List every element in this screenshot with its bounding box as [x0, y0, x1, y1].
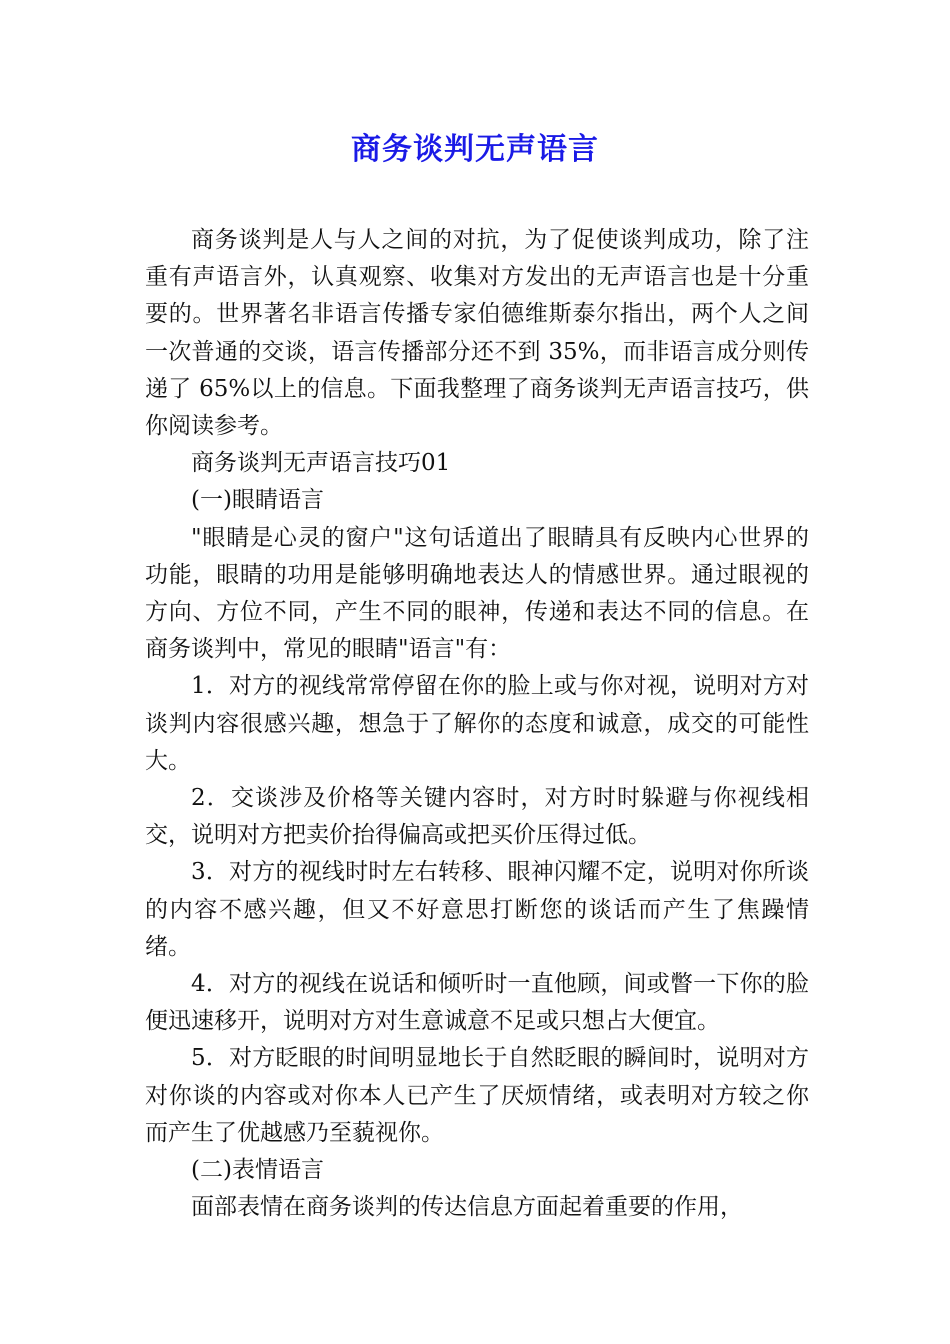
document-title: 商务谈判无声语言	[351, 132, 599, 167]
subheading-facial-expression: (二)表情语言	[191, 1157, 324, 1184]
list-item-4: 4．对方的视线在说话和倾听时一直他顾，间或瞥一下你的脸便迅速移开，说明对方对生意诚意不足或只想占大便宜。	[145, 971, 809, 1035]
section-heading-techniques-01: 商务谈判无声语言技巧01	[191, 450, 451, 477]
list-item-2: 2．交谈涉及价格等关键内容时，对方时时躲避与你视线相交，说明对方把卖价抬得偏高或把买价压得过低。	[145, 785, 809, 849]
paragraph-eye-language: "眼睛是心灵的窗户"这句话道出了眼睛具有反映内心世界的功能，眼睛的功用是能够明确地表达人的情感世界。通过眼视的方向、方位不同，产生不同的眼神，传递和表达不同的信息。在商务谈判中，常见的眼睛"语言"有：	[145, 524, 809, 663]
list-item-1: 1．对方的视线常常停留在你的脸上或与你对视，说明对方对谈判内容很感兴趣，想急于了解你的态度和诚意，成交的可能性大。	[145, 673, 809, 774]
subheading-eye-language: (一)眼睛语言	[191, 487, 324, 514]
list-item-5: 5．对方眨眼的时间明显地长于自然眨眼的瞬间时，说明对方对你谈的内容或对你本人已产生了厌烦情绪，或表明对方较之你而产生了优越感乃至藐视你。	[145, 1045, 809, 1146]
document-body	[145, 222, 809, 1226]
paragraph-facial-expression: 面部表情在商务谈判的传达信息方面起着重要的作用，	[191, 1194, 743, 1221]
paragraph-intro: 商务谈判是人与人之间的对抗，为了促使谈判成功，除了注重有声语言外，认真观察、收集对方发出的无声语言也是十分重要的。世界著名非语言传播专家伯德维斯泰尔指出，两个人之间一次普通的交谈，语言传播部分还不到 35%，而非语言成分则传递了 65%以上的信息。下面我整理了商务谈判无声语言技巧，供你阅读参考。	[145, 227, 809, 440]
list-item-3: 3．对方的视线时时左右转移、眼神闪耀不定，说明对你所谈的内容不感兴趣，但又不好意思打断您的谈话而产生了焦躁情绪。	[145, 859, 809, 960]
